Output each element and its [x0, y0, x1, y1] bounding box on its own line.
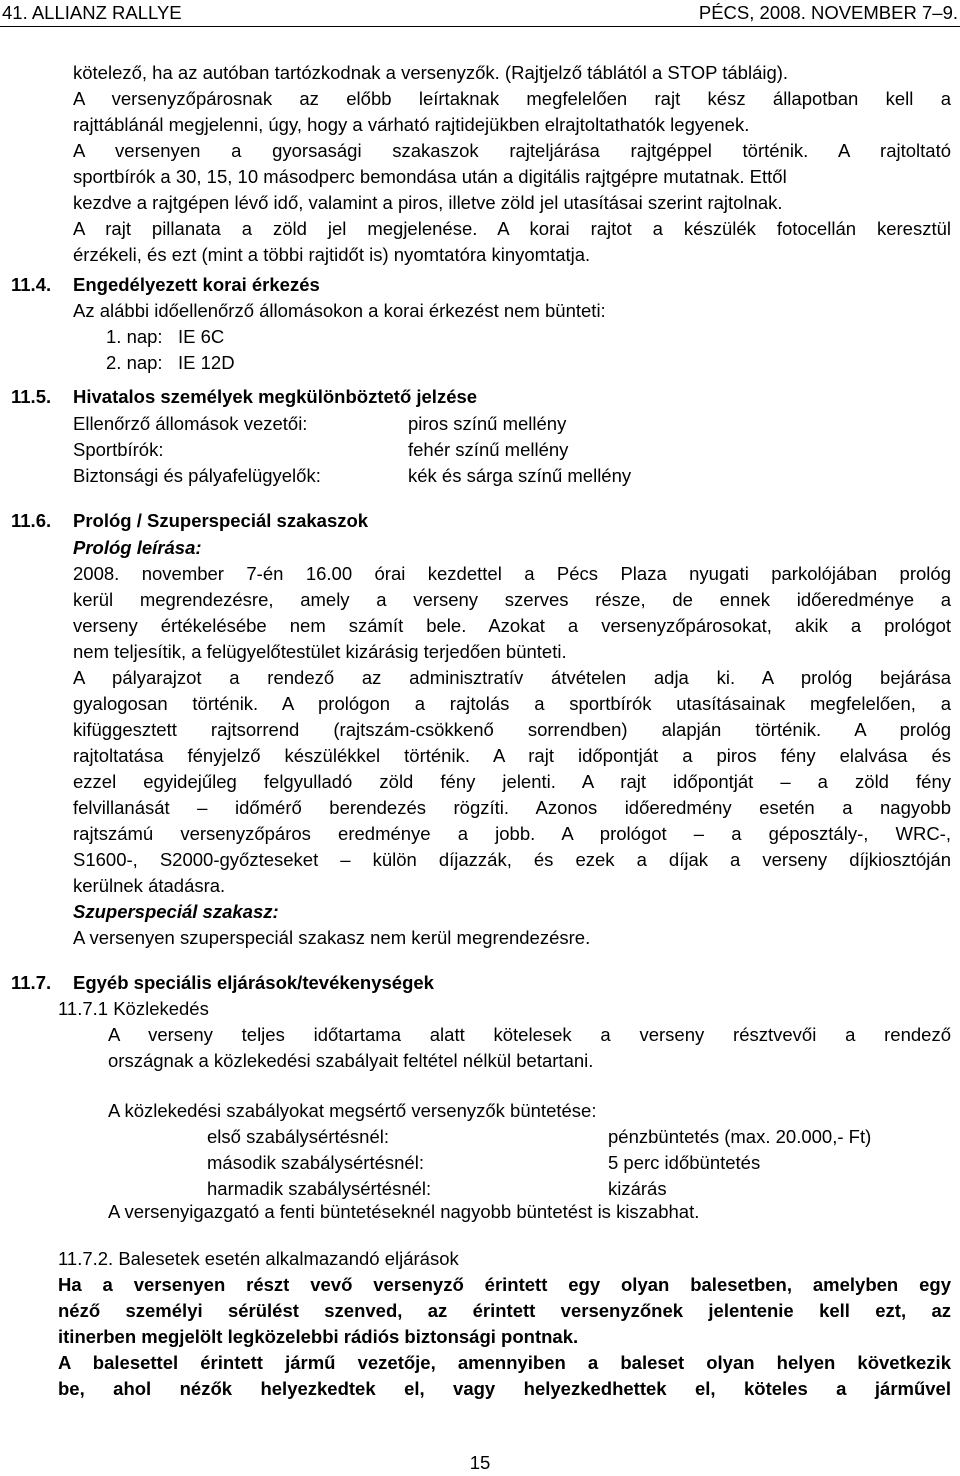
prolog-heading: Prológ leírása:	[73, 537, 202, 558]
penalty-offence: első szabálysértésnél:	[207, 1126, 390, 1147]
text-line: kerül megrendezésre, amely a verseny szerves része, de ennek időeredménye a	[73, 589, 951, 610]
super-special-heading: Szuperspeciál szakasz:	[73, 901, 279, 922]
text-line: verseny értékelésébe nem számít bele. Azokat a versenyzőpárosokat, akik a prológot	[73, 615, 951, 636]
text-line: felvillanását – időmérő berendezés rögzíti. Azonos időeredmény esetén a nagyobb	[73, 797, 951, 818]
page-header	[0, 0, 960, 27]
text-line: be, ahol nézők helyezkedtek el, vagy helyezkedhettek el, köteles a járművel	[58, 1378, 951, 1399]
section-number: 11.6.	[11, 510, 52, 531]
text-line: kezdve a rajtgépen lévő idő, valamint a piros, illetve zöld jel utasításai szerint rajtolnak.	[73, 192, 783, 213]
section-number: 11.4.	[11, 274, 52, 295]
section-text: Az alábbi időellenőrző állomásokon a korai érkezést nem bünteti:	[73, 300, 606, 321]
text-line: rajtoltatása fényjelző készülékkel történik. A rajt időpontját a piros fény elalvása és	[73, 745, 951, 766]
subsection-title: 11.7.2. Balesetek esetén alkalmazandó eljárások	[58, 1248, 459, 1269]
penalty-offence: harmadik szabálysértésnél:	[207, 1178, 432, 1199]
text-line: Ha a versenyen részt vevő versenyző érintett egy olyan balesetben, amelyben egy	[58, 1274, 951, 1295]
penalty-value: kizárás	[608, 1178, 667, 1199]
text-line: ezzel egyidejűleg felgyulladó zöld fény jelenti. A rajt időpontját – a zöld fény	[73, 771, 951, 792]
section-number: 11.5.	[11, 386, 52, 407]
official-vest: piros színű mellény	[408, 413, 567, 434]
official-role: Biztonsági és pályafelügyelők:	[73, 465, 321, 486]
section-title: Engedélyezett korai érkezés	[73, 274, 320, 295]
text-line: S1600-, S2000-győzteseket – külön díjazzák, és ezek a díjak a verseny díjkiosztóján	[73, 849, 951, 870]
subsection-title: 11.7.1 Közlekedés	[58, 998, 209, 1019]
text-line: A verseny teljes időtartama alatt kötelesek a verseny résztvevői a rendező	[108, 1024, 951, 1045]
text-line: rajtszámú versenyzőpáros eredménye a jobb. A prológot – a géposztály-, WRC-,	[73, 823, 951, 844]
text-line: rajttáblánál megjelenni, úgy, hogy a várható rajtidejükben elrajtoltathatók legyenek.	[73, 114, 750, 135]
header-event-date: PÉCS, 2008. NOVEMBER 7–9.	[698, 2, 958, 23]
text-line: A balesettel érintett jármű vezetője, amennyiben a baleset olyan helyen következik	[58, 1352, 951, 1373]
penalty-outro: A versenyigazgató a fenti büntetéseknél nagyobb büntetést is kiszabhat.	[108, 1201, 700, 1222]
official-role: Ellenőrző állomások vezetői:	[73, 413, 308, 434]
text-line: néző személyi sérülést szenved, az érintett versenyzőnek jelentenie kell ezt, az	[58, 1300, 951, 1321]
text-line: itinerben megjelölt legközelebbi rádiós biztonsági pontnak.	[58, 1326, 579, 1347]
official-role: Sportbírók:	[73, 439, 164, 460]
penalty-value: pénzbüntetés (max. 20.000,- Ft)	[608, 1126, 872, 1147]
day1-label: 1. nap:	[106, 326, 163, 347]
text-line: gyalogosan történik. A prológon a rajtolás a sportbírók utasításainak megfelelően, a	[73, 693, 951, 714]
text-line: A pályarajzot a rendező az adminisztratív átvételen adja ki. A prológ bejárása	[73, 667, 951, 688]
text-line: A versenyen szuperspeciál szakasz nem kerül megrendezésre.	[73, 927, 591, 948]
section-title: Prológ / Szuperspeciál szakaszok	[73, 510, 369, 531]
penalty-offence: második szabálysértésnél:	[207, 1152, 424, 1173]
day1-value: IE 6C	[178, 326, 225, 347]
section-title: Egyéb speciális eljárások/tevékenységek	[73, 972, 434, 993]
official-vest: kék és sárga színű mellény	[408, 465, 632, 486]
text-line: kifüggesztett rajtsorrend (rajtszám-csökkenő sorrendben) alapján történik. A prológ	[73, 719, 951, 740]
penalty-intro: A közlekedési szabályokat megsértő versenyzők büntetése:	[108, 1100, 597, 1121]
day2-value: IE 12D	[178, 352, 235, 373]
text-line: kerülnek átadásra.	[73, 875, 226, 896]
text-line: 2008. november 7-én 16.00 órai kezdettel a Pécs Plaza nyugati parkolójában prológ	[73, 563, 951, 584]
official-vest: fehér színű mellény	[408, 439, 569, 460]
text-line: A versenyen a gyorsasági szakaszok rajteljárása rajtgéppel történik. A rajtoltató	[73, 140, 951, 161]
page-number: 15	[469, 1452, 491, 1473]
text-line: A rajt pillanata a zöld jel megjelenése. A korai rajtot a készülék fotocellán keresztül	[73, 218, 951, 239]
text-line: országnak a közlekedési szabályait feltétel nélkül betartani.	[108, 1050, 594, 1071]
penalty-value: 5 perc időbüntetés	[608, 1152, 761, 1173]
text-line: érzékeli, és ezt (mint a többi rajtidőt is) nyomtatóra kinyomtatja.	[73, 244, 591, 265]
text-line: A versenyzőpárosnak az előbb leírtaknak megfelelően rajt kész állapotban kell a	[73, 88, 951, 109]
header-event-title: 41. ALLIANZ RALLYE	[2, 2, 182, 23]
day2-label: 2. nap:	[106, 352, 163, 373]
section-title: Hivatalos személyek megkülönböztető jelzése	[73, 386, 478, 407]
text-line: sportbírók a 30, 15, 10 másodperc bemondása után a digitális rajtgépre mutatnak. Ettől	[73, 166, 787, 187]
text-line: nem teljesítik, a felügyelőtestület kizárásig terjedően bünteti.	[73, 641, 567, 662]
section-number: 11.7.	[11, 972, 52, 993]
text-line: kötelező, ha az autóban tartózkodnak a versenyzők. (Rajtjelző táblától a STOP tábláig).	[73, 62, 789, 83]
